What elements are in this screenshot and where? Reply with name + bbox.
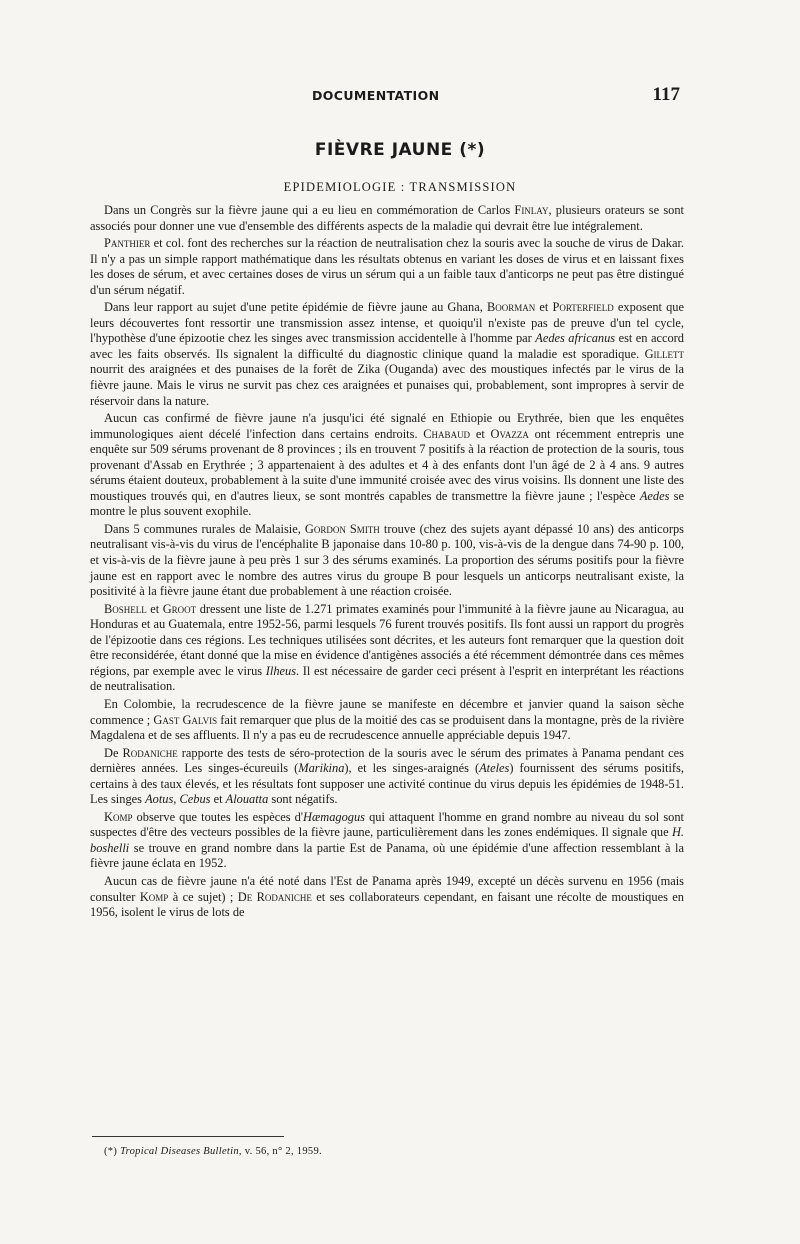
text-run: et ses collaborateurs cependant, en faisant une récolte de moustiques en 1956, isolent le virus de lots de — [90, 889, 684, 920]
italic-term: Aedes — [639, 488, 670, 503]
paragraph — [90, 697, 684, 744]
author-name: Rodaniche — [122, 745, 178, 760]
text-run: observe que toutes les espèces d' — [132, 809, 304, 824]
article-subtitle: EPIDEMIOLOGIE : TRANSMISSION — [283, 180, 517, 194]
italic-term: Alouatta — [225, 792, 269, 807]
text-run: Dans un Congrès sur la fièvre jaune qui a eu lieu en commémoration de Carlos — [104, 203, 515, 217]
text-run: fait remarquer que plus de la moitié des cas se produisent dans la montagne, près de la rivière Magdalena et de ses affluents. Il n'y a pas eu de recrudescence annuelle appréciable depuis 1947. — [90, 712, 685, 743]
text-run: qui attaquent l'homme en grand nombre au niveau du sol sont suspectes d'être des vecteurs possibles de la fièvre jaune, particulièrement dans les zones endémiques. Il signale que — [90, 809, 684, 840]
article-title: FIÈVRE JAUNE (*) — [314, 140, 486, 160]
author-name: Boshell — [104, 601, 147, 616]
author-name: Komp — [139, 889, 169, 904]
paragraph — [90, 236, 684, 298]
paragraph — [90, 411, 684, 520]
author-name: Ovazza — [490, 426, 529, 441]
text-run: rapporte des tests de séro-protection de la souris avec le sérum des primates à Panama pendant ces dernières années. Les singes-écureuils ( — [90, 745, 684, 776]
italic-term: Aotus — [145, 792, 174, 807]
text-run: et col. font des recherches sur la réaction de neutralisation chez la souris avec la souche de virus de Dakar. Il n'y a pas un simple rapport mathématique dans les résultats obtenus en variant les doses de virus et en laissant fixes les doses de sérum, et avec certaines doses de virus un sérum qui a un faible taux d'anticorps ne peut pas être distingué d'un sérum négatif. — [90, 236, 684, 297]
author-name: Komp — [104, 809, 133, 824]
text-run: Aucun cas confirmé de fièvre jaune n'a jusqu'ici été signalé en Ethiopie ou Erythrée, bien que les enquêtes immunologiques aient décelé l'infection dans certains endroits. — [90, 411, 684, 441]
text-run: , — [173, 792, 180, 807]
author-name: Chabaud — [423, 426, 471, 441]
paragraph — [90, 522, 684, 600]
footnote — [104, 1146, 322, 1157]
italic-term: Ateles — [479, 761, 510, 776]
italic-term: Hæmagogus — [303, 809, 365, 824]
article-body — [90, 203, 684, 923]
italic-term: Ilheus — [265, 663, 297, 678]
footnote-divider — [92, 1136, 284, 1137]
text-run: et — [146, 601, 163, 616]
section-heading: DOCUMENTATION — [312, 88, 440, 103]
text-run: , v. 56, n° 2, 1959. — [238, 1146, 322, 1157]
text-run: dressent une liste de 1.271 primates examinés pour l'immunité à la fièvre jaune au Nicaragua, au Honduras et au Guatemala, entre 1952-56, parmi lesquels 76 furent trouvés positifs. Ils font aussi un rapport du progrès de l'épizootie dans ces régions. Les techniques utilisées sont décrites, et les auteurs font remarquer que la question doit être reconsidérée, étant donné que la mise en évidence d'antigènes associés a été récemment démontrée dans ces mêmes régions, par exemple avec le virus — [90, 601, 684, 678]
text-run: Dans 5 communes rurales de Malaisie, — [104, 521, 305, 536]
text-run: En Colombie, la recrudescence de la fièvre jaune se manifeste en décembre et janvier quand la saison sèche commence ; — [90, 696, 684, 727]
author-name: Gillett — [644, 346, 684, 361]
author-name: Panthier — [104, 236, 151, 251]
paragraph — [90, 602, 684, 695]
text-run: , plusieurs orateurs se sont associés pour donner une vue d'ensemble des différents aspects de la maladie qui devrait être lue intégralement. — [90, 203, 684, 233]
italic-term: Aedes africanus — [535, 331, 616, 346]
paragraph — [90, 300, 684, 409]
text-run: et — [210, 792, 226, 807]
italic-term: Tropical Diseases Bulletin — [120, 1146, 239, 1157]
text-run: est en accord avec les faits observés. Ils signalent la difficulté du diagnostic clinique quand la maladie est sporadique. — [90, 331, 684, 361]
text-run: Aucun cas de fièvre jaune n'a été noté dans l'Est de Panama après 1949, excepté un décès survenu en 1956 (mais consulter — [90, 873, 684, 904]
text-run: nourrit des araignées et des punaises de la forêt de Zika (Ouganda) avec des moustiques infectés par le virus de la fièvre jaune. Mais le virus ne survit pas chez ces araignées et punaises qui, probablement, sont impropres à servir de réservoir dans la nature. — [90, 362, 684, 408]
running-head — [90, 84, 680, 108]
text-run: et — [470, 426, 491, 441]
author-name: Porterfield — [552, 300, 614, 315]
author-name: Finlay — [514, 203, 549, 217]
author-name: De Rodaniche — [237, 889, 312, 904]
author-name: Gast Galvis — [153, 712, 218, 727]
paragraph — [90, 203, 684, 234]
text-run: Dans leur rapport au sujet d'une petite épidémie de fièvre jaune au Ghana, — [104, 300, 487, 315]
text-run: ) fournissent des sérums positifs, certains à des taux élevés, et les résultats font supposer une activité continue du virus depuis les épidémies de 1948-51. Les singes — [90, 761, 684, 807]
text-run: trouve (chez des sujets ayant dépassé 10 ans) des anticorps neutralisant vis-à-vis du virus de l'encéphalite B japonaise dans 10-80 p. 100, vis-à-vis de la dengue dans 74-90 p. 100, et vis-à-vis de la fièvre jaune à peu près 1 sur 3 des sérums examinés. La proportion des sérums positifs pour la fièvre jaune est en rapport avec le nombre des autres virus du groupe B pour lesquels un anticorps neutralisant existe, la positivité à la fièvre jaune étant due probablement à une réaction croisée. — [90, 521, 684, 599]
text-run: se montre le plus souvent exophile. — [90, 488, 684, 519]
paragraph — [90, 746, 684, 808]
italic-term: Cebus — [179, 792, 211, 807]
text-run: se trouve en grand nombre dans la partie Est de Panama, où une épidémie d'une affection ressemblant à la fièvre jaune éclata en 1952. — [90, 840, 684, 871]
text-run: De — [104, 745, 123, 760]
text-run: à ce sujet) ; — [168, 889, 238, 904]
author-name: Gordon Smith — [304, 521, 380, 536]
italic-term: H. boshelli — [90, 825, 684, 855]
text-run: . Il est nécessaire de garder ceci présent à l'esprit en interprétant les réactions de neutralisation. — [90, 663, 684, 694]
paragraph — [90, 874, 684, 921]
text-run: et — [535, 300, 553, 315]
text-run: sont négatifs. — [268, 792, 338, 807]
author-name: Boorman — [486, 300, 536, 315]
page-number: 117 — [652, 84, 680, 105]
text-run: ), et les singes-araignés ( — [344, 761, 480, 776]
text-run: (*) — [104, 1146, 121, 1157]
paragraph — [90, 810, 684, 872]
author-name: Groot — [162, 601, 197, 616]
text-run: ont récemment entrepris une enquête sur 509 sérums provenant de 8 provinces ; ils en trouvent 7 positifs à la réaction de protection de la souris, tous provenant d'Assab en Erythrée ; 3 appartenaient à des adultes et 4 à des enfants dont l'un âgé de 2 à 4 ans. 9 autres sérums étaient douteux, probablement à la suite d'une immunité croisée avec des virus voisins. Ils donnent une liste des moustiques trouvés qui, en d'autres lieux, se sont montrés capables de transmettre la fièvre jaune ; l'espèce — [90, 426, 684, 503]
italic-term: Marikina — [298, 761, 345, 776]
text-run: exposent que leurs découvertes font ressortir une transmission assez intense, et quoiqu'il n'existe pas de preuve d'un tel cycle, l'hypothèse d'une épizootie chez les singes avec transmission accidentelle à l'homme par — [90, 300, 684, 346]
